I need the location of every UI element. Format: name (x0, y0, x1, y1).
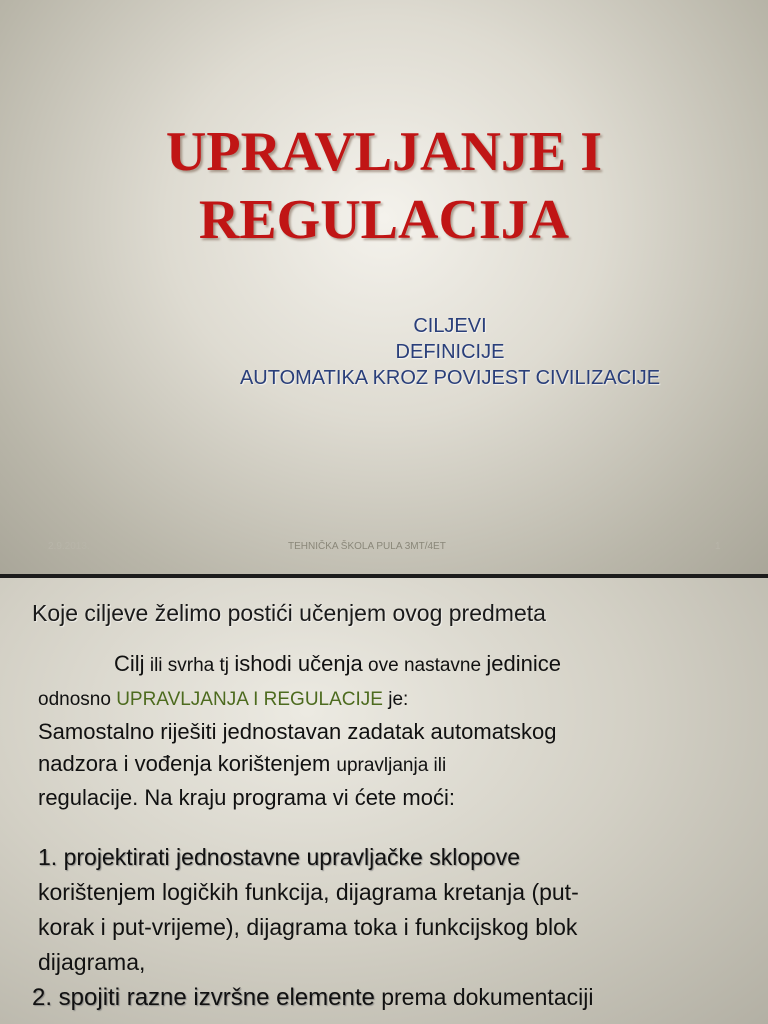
para-l1-d: učenja (297, 651, 363, 676)
slide-heading: Koje ciljeve želimo postići učenjem ovog predmeta (32, 600, 546, 626)
slide-title (0, 118, 768, 254)
footer-school: TEHNIČKA ŠKOLA PULA 3MT/4ET (288, 541, 446, 552)
para-l2-highlight: UPRAVLJANJA I REGULACIJE (116, 689, 383, 710)
list-item-2-bold: 2. spojiti razne izvršne elemente (32, 984, 375, 1011)
subtitle-line-1: CILJEVI (413, 315, 487, 337)
list-item-2-rest: prema dokumentaciji (374, 984, 594, 1010)
list-item-1-line-3: korak i put-vrijeme), dijagrama toka i funkcijskog blok (38, 914, 578, 940)
para-l2-a: odnosno (38, 689, 117, 710)
slide-subtitle (150, 313, 750, 391)
title-line-1: UPRAVLJANJE I (165, 121, 603, 183)
para-l4-b: upravljanja ili (336, 755, 447, 776)
para-l1-b: ili svrha tj (144, 655, 235, 676)
para-l1-a: Cilj (114, 651, 145, 676)
para-l1-c: ishodi (234, 651, 298, 676)
list-item-2 (32, 980, 758, 1015)
para-line-2 (38, 682, 758, 716)
list-item-1-line-2: korištenjem logičkih funkcija, dijagrama kretanja (put- (38, 879, 579, 905)
list-item-1-line-1: 1. projektirati jednostavne upravljačke sklopove (38, 844, 520, 870)
goals-list (32, 840, 758, 1015)
para-line-1 (38, 648, 758, 682)
para-l1-e: ove nastavne (362, 655, 487, 676)
para-l2-c: je: (382, 689, 409, 710)
footer-date: 2.9.2013. (48, 541, 90, 552)
para-line-3: Samostalno riješiti jednostavan zadatak automatskog (38, 719, 557, 744)
para-line-5: regulacije. Na kraju programa vi ćete moći: (38, 785, 455, 810)
subtitle-line-3: AUTOMATIKA KROZ POVIJEST CIVILIZACIJE (239, 367, 661, 389)
para-l4-a: nadzora i vođenja korištenjem (38, 751, 337, 776)
list-item-1-line-4: dijagrama, (38, 949, 146, 975)
title-line-2: REGULACIJA (198, 189, 570, 251)
subtitle-line-2: DEFINICIJE (395, 341, 505, 363)
slide-2 (0, 578, 768, 1024)
intro-paragraph (38, 648, 758, 814)
para-line-4 (38, 748, 758, 782)
para-l1-f: jedinice (486, 651, 561, 676)
footer-page-number: 1 (715, 541, 721, 552)
